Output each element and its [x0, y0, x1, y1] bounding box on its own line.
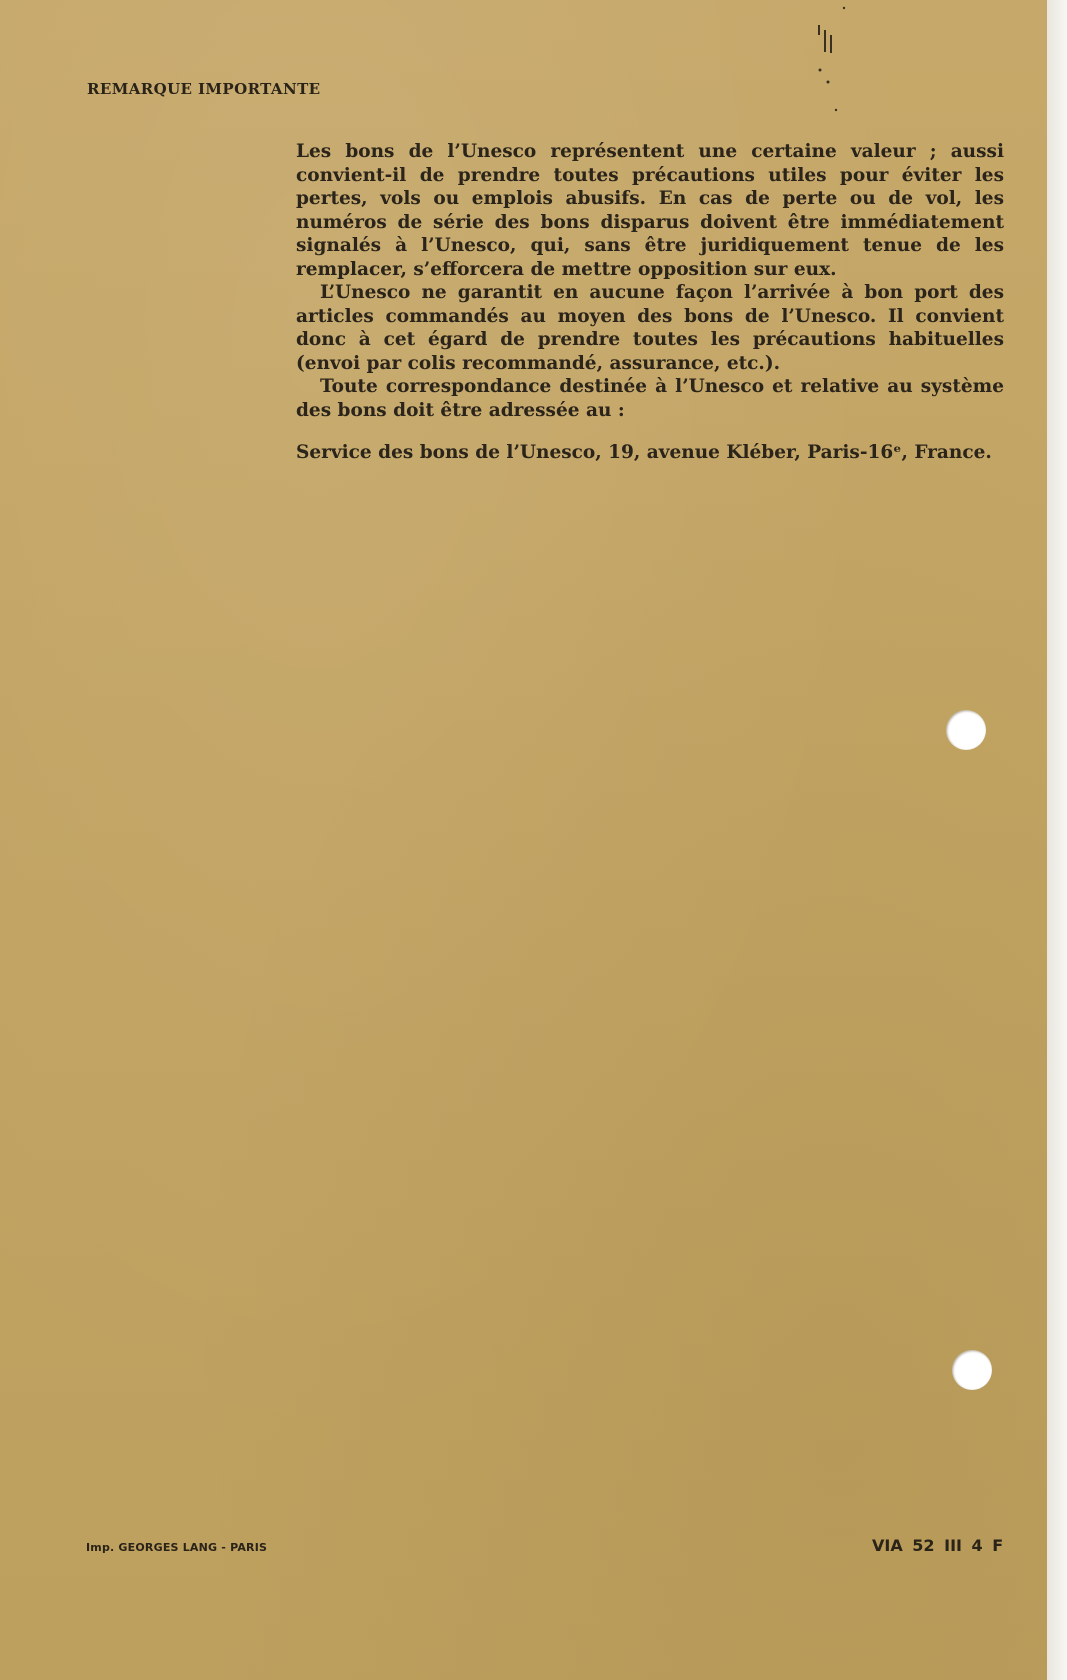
- document-heading: REMARQUE IMPORTANTE: [87, 80, 321, 98]
- reference-code: VIA 52 III 4 F: [872, 1536, 1004, 1555]
- background-margin: [1047, 0, 1067, 1680]
- ink-specks: [810, 0, 870, 120]
- paragraph-correspondance: Toute correspondance destinée à l’Unesco et relative au système des bons doit être adressée au :: [296, 376, 1004, 421]
- punch-hole-upper: [946, 710, 986, 750]
- paragraph-valeur: Les bons de l’Unesco représentent une certaine valeur ; aussi convient-il de prendre toutes précautions utiles pour éviter les pertes, vols ou emplois abusifs. En cas de perte ou de vol, les numéros de série des bons disparus doivent être immédiatement signalés à l’Unesco, qui, sans être juridiquement tenue de les remplacer, s’efforcera de mettre opposition sur eux.: [296, 141, 1004, 280]
- printer-imprint: Imp. GEORGES LANG - PARIS: [86, 1541, 268, 1554]
- punch-hole-lower: [952, 1350, 992, 1390]
- paragraph-garantie: L’Unesco ne garantit en aucune façon l’arrivée à bon port des articles commandés au moyen des bons de l’Unesco. Il convient donc à cet égard de prendre toutes les précautions habituelles (envoi par colis recommandé, assurance, etc.).: [296, 282, 1004, 374]
- document-body: [296, 140, 1004, 422]
- service-address: Service des bons de l’Unesco, 19, avenue Kléber, Paris-16ᵉ, France.: [296, 442, 992, 463]
